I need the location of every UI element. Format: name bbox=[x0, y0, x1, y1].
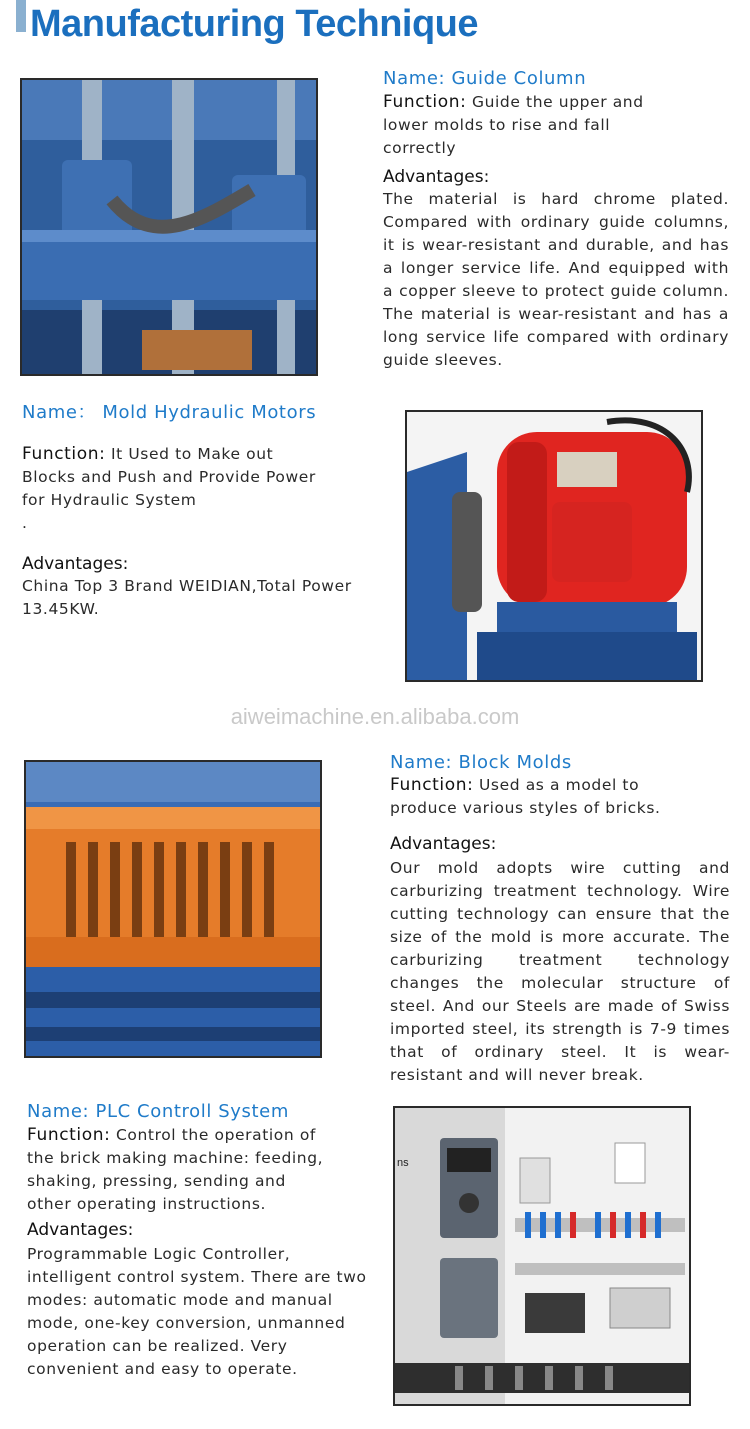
function-label: Function: bbox=[383, 92, 467, 112]
watermark: aiweimachine.en.alibaba.com bbox=[230, 704, 520, 729]
function-label: Function: bbox=[27, 1125, 111, 1145]
function-block bbox=[383, 91, 683, 160]
function-text: It Used to Make out Blocks and Push and Provide Power for Hydraulic System bbox=[22, 445, 316, 509]
advantages-label: Advantages: bbox=[22, 554, 129, 574]
plc-cabinet-photo bbox=[393, 1106, 691, 1406]
advantages-text: Programmable Logic Controller, intelligent control system. There are two modes: automatic mode and manual mode, one-key conversion, unmanned operation can be realized. Very convenient and easy to operate. bbox=[27, 1245, 367, 1378]
section-name: Name: PLC Controll System bbox=[27, 1101, 289, 1122]
function-label: Function: bbox=[22, 444, 106, 464]
page-title: Manufacturing Technique bbox=[30, 3, 479, 45]
advantages-label: Advantages: bbox=[27, 1220, 134, 1240]
title-accent-bar bbox=[16, 0, 26, 32]
advantages-label: Advantages: bbox=[390, 834, 497, 854]
section-name: Name： Mold Hydraulic Motors bbox=[22, 402, 317, 423]
function-text: Control the operation of the brick making machine: feeding, shaking, pressing, sending and other operating instructions. bbox=[27, 1126, 324, 1213]
function-block bbox=[22, 443, 322, 512]
function-block bbox=[27, 1124, 327, 1216]
hydraulic-motor-photo bbox=[405, 410, 703, 682]
function-label: Function: bbox=[390, 775, 474, 795]
function-tail: . bbox=[22, 514, 28, 532]
function-text: Guide the upper and lower molds to rise and fall correctly bbox=[383, 93, 644, 157]
guide-column-photo bbox=[20, 78, 318, 376]
block-molds-photo bbox=[24, 760, 322, 1058]
advantages-text: Our mold adopts wire cutting and carburizing treatment technology. Wire cutting technology can ensure that the size of the mold is more accurate. The carburizing treatment technology changes the molecular structure of steel. And our Steels are made of Swiss imported steel, its strength is 7-9 times that of ordinary steel. It is wear-resistant and will never break. bbox=[390, 859, 730, 1084]
function-block bbox=[390, 774, 690, 820]
section-name: Name: Guide Column bbox=[383, 68, 587, 89]
plc-brand-fragment: ns bbox=[397, 1157, 409, 1169]
advantages-text: The material is hard chrome plated. Compared with ordinary guide columns, it is wear-resistant and durable, and has a longer service life. And equipped with a copper sleeve to protect guide column. The material is wear-resistant and has a long service life compared with ordinary guide sleeves. bbox=[383, 190, 729, 369]
function-text: Used as a model to produce various styles of bricks. bbox=[390, 776, 661, 817]
section-name: Name: Block Molds bbox=[390, 752, 572, 773]
advantages-label: Advantages: bbox=[383, 167, 490, 187]
advantages-text: China Top 3 Brand WEIDIAN,Total Power 13.45KW. bbox=[22, 577, 352, 618]
